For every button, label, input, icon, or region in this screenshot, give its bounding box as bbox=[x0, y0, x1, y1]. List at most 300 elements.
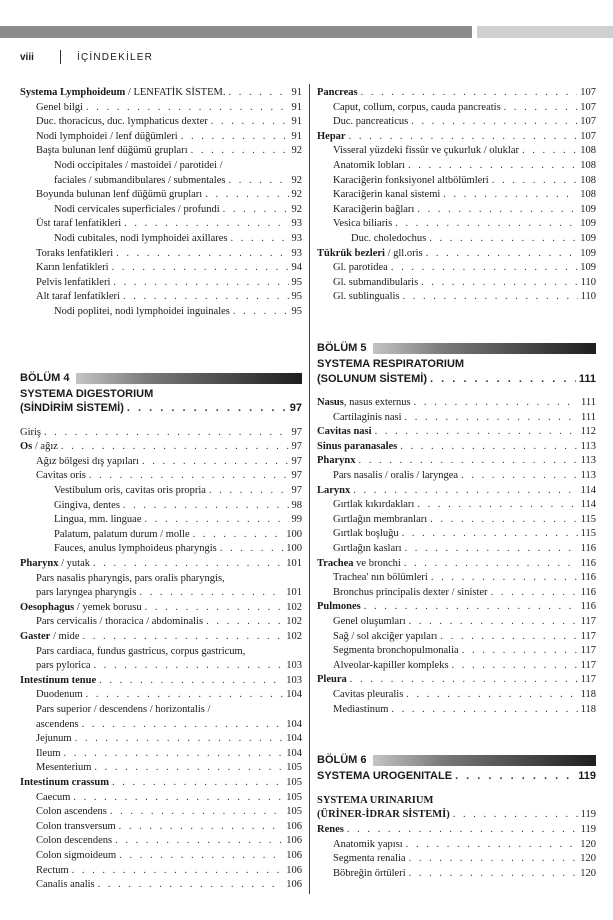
toc-entry[interactable] bbox=[20, 528, 302, 543]
toc-entry[interactable] bbox=[317, 261, 596, 276]
toc-entry[interactable] bbox=[317, 703, 596, 718]
toc-entry[interactable] bbox=[317, 615, 596, 630]
toc-entry[interactable] bbox=[20, 674, 302, 689]
toc-entry[interactable] bbox=[20, 761, 302, 776]
toc-entry-text: pars pylorica bbox=[36, 660, 91, 672]
toc-entry[interactable] bbox=[20, 115, 302, 130]
toc-entry[interactable] bbox=[317, 630, 596, 645]
toc-entry-bold: Larynx bbox=[317, 484, 351, 496]
dot-leader bbox=[430, 513, 577, 528]
toc-page-number: 93 bbox=[291, 247, 302, 259]
section-6-title-row[interactable] bbox=[317, 769, 596, 784]
toc-page-number: 107 bbox=[580, 116, 596, 128]
toc-page-number: 119 bbox=[580, 823, 596, 835]
toc-entry[interactable] bbox=[20, 878, 302, 893]
toc-entry[interactable] bbox=[20, 276, 302, 291]
toc-entry-bold: Intestinum crassum bbox=[20, 776, 109, 788]
toc-entry[interactable] bbox=[20, 791, 302, 806]
toc-page-number: 116 bbox=[580, 601, 596, 613]
toc-entry[interactable] bbox=[317, 144, 596, 159]
toc-page-number: 113 bbox=[580, 440, 596, 452]
toc-entry[interactable] bbox=[20, 144, 302, 159]
toc-entry[interactable] bbox=[20, 290, 302, 305]
toc-entry[interactable] bbox=[317, 600, 596, 615]
toc-entry-text: Fauces, anulus lymphoideus pharyngis bbox=[54, 543, 217, 555]
toc-page-number: 93 bbox=[291, 232, 302, 244]
toc-entry[interactable] bbox=[20, 630, 302, 645]
toc-entry-text: Duc. thoracicus, duc. lymphaticus dexter bbox=[36, 116, 208, 128]
dot-leader bbox=[223, 203, 289, 218]
toc-entry[interactable] bbox=[20, 469, 302, 484]
section-6-title: SYSTEMA UROGENITALE bbox=[317, 770, 453, 783]
toc-entry-text: Cartilaginis nasi bbox=[333, 411, 402, 423]
dot-leader bbox=[83, 630, 284, 645]
toc-page-number: 104 bbox=[286, 733, 302, 745]
toc-page-number: 101 bbox=[286, 558, 302, 570]
toc-entry-text: Pars cardiaca, fundus gastricus, corpus gastricum, bbox=[36, 645, 246, 657]
toc-entry[interactable] bbox=[20, 455, 302, 470]
dot-leader bbox=[205, 188, 288, 203]
toc-entry[interactable] bbox=[317, 159, 596, 174]
toc-entry[interactable] bbox=[317, 411, 596, 426]
dot-leader bbox=[191, 144, 289, 159]
toc-entry-text: Colon sigmoideum bbox=[36, 849, 117, 861]
toc-entry[interactable] bbox=[317, 440, 596, 455]
toc-page-number: 97 bbox=[291, 455, 302, 467]
toc-entry-text: Nodi cervicales superficiales / profundi bbox=[54, 203, 220, 215]
toc-entry-text: Colon ascendens bbox=[36, 806, 107, 818]
dot-leader bbox=[75, 732, 284, 747]
dot-leader bbox=[405, 542, 578, 557]
dot-leader bbox=[142, 455, 289, 470]
dot-leader bbox=[414, 396, 578, 411]
toc-entry[interactable] bbox=[317, 188, 596, 203]
toc-entry[interactable] bbox=[20, 718, 302, 733]
toc-entry[interactable] bbox=[317, 203, 596, 218]
dot-leader bbox=[44, 426, 289, 441]
dot-leader bbox=[452, 659, 578, 674]
toc-entry-text: Nodi poplitei, nodi lymphoidei inguinales bbox=[54, 305, 230, 317]
toc-entry-text: Üst taraf lenfatikleri bbox=[36, 218, 122, 230]
toc-entry[interactable] bbox=[317, 174, 596, 189]
toc-entry-text: Segmenta bronchopulmonalia bbox=[333, 645, 459, 657]
toc-page-number: 120 bbox=[580, 838, 596, 850]
toc-entry[interactable] bbox=[20, 747, 302, 762]
toc-entry[interactable] bbox=[20, 659, 302, 674]
toc-entry-text: Duc. choledochus bbox=[351, 232, 427, 244]
dot-leader bbox=[89, 469, 289, 484]
toc-page-number: 92 bbox=[291, 145, 302, 157]
toc-entry[interactable] bbox=[317, 586, 596, 601]
toc-page-number: 103 bbox=[286, 674, 302, 686]
dot-leader bbox=[406, 688, 577, 703]
toc-entry[interactable] bbox=[20, 305, 302, 320]
toc-entry[interactable] bbox=[317, 823, 596, 838]
toc-entry[interactable] bbox=[20, 864, 302, 879]
dot-leader bbox=[110, 805, 283, 820]
toc-entry-text: Lingua, mm. linguae bbox=[54, 514, 142, 526]
toc-entry-bold: (ÜRİNER-İDRAR SİSTEMİ) bbox=[317, 809, 450, 821]
toc-page-number: 120 bbox=[580, 867, 596, 879]
toc-entry[interactable] bbox=[20, 513, 302, 528]
toc-entry-bold: Pancreas bbox=[317, 87, 358, 98]
toc-entry-text: Canalis analis bbox=[36, 879, 95, 891]
toc-entry[interactable] bbox=[317, 101, 596, 116]
toc-page-number: 103 bbox=[286, 660, 302, 672]
toc-entry[interactable] bbox=[20, 776, 302, 791]
dot-leader bbox=[405, 411, 578, 426]
toc-page-number: 95 bbox=[291, 276, 302, 288]
toc-group-urogenitale bbox=[317, 794, 596, 882]
toc-entry-text: Duc. pancreaticus bbox=[333, 116, 409, 128]
toc-entry[interactable] bbox=[20, 499, 302, 514]
toc-entry-continuation bbox=[20, 645, 302, 660]
dot-leader bbox=[409, 852, 578, 867]
dot-leader bbox=[431, 571, 578, 586]
toc-page-number: 92 bbox=[291, 174, 302, 186]
toc-entry-bold: Renes bbox=[317, 823, 344, 835]
toc-entry[interactable] bbox=[317, 498, 596, 513]
toc-entry[interactable] bbox=[20, 261, 302, 276]
toc-page-number: 115 bbox=[580, 528, 596, 540]
dot-leader bbox=[403, 290, 578, 305]
dot-leader bbox=[421, 276, 577, 291]
toc-entry-text bbox=[317, 557, 401, 572]
section-5-subtitle: (SOLUNUM SİSTEMİ) bbox=[317, 372, 427, 385]
dot-leader bbox=[359, 454, 578, 469]
dot-leader bbox=[123, 290, 289, 305]
toc-page-number: 97 bbox=[291, 426, 302, 438]
dot-leader bbox=[361, 86, 578, 101]
toc-entry-text: Pars superior / descendens / horizontalis / bbox=[36, 703, 211, 715]
toc-column-left bbox=[20, 86, 302, 893]
toc-entry[interactable] bbox=[317, 808, 596, 823]
toc-entry[interactable] bbox=[317, 247, 596, 262]
dot-leader bbox=[209, 484, 289, 499]
toc-entry[interactable] bbox=[20, 247, 302, 262]
toc-entry-text: Gl. parotidea bbox=[333, 262, 388, 274]
toc-entry[interactable] bbox=[317, 659, 596, 674]
toc-entry[interactable] bbox=[317, 838, 596, 853]
toc-entry[interactable] bbox=[317, 571, 596, 586]
dot-leader bbox=[86, 101, 289, 116]
dot-leader bbox=[94, 659, 284, 674]
dot-leader bbox=[61, 440, 289, 455]
section-4-label: BÖLÜM 4 bbox=[20, 371, 76, 385]
toc-entry[interactable] bbox=[20, 232, 302, 247]
dot-leader bbox=[349, 130, 578, 145]
toc-entry[interactable] bbox=[20, 188, 302, 203]
toc-entry[interactable] bbox=[20, 101, 302, 116]
dot-leader bbox=[123, 499, 289, 514]
toc-entry-bold: Intestinum tenue bbox=[20, 674, 97, 686]
toc-page-number: 117 bbox=[580, 630, 596, 642]
dot-leader bbox=[453, 808, 578, 823]
toc-entry-text bbox=[317, 795, 433, 806]
toc-entry[interactable] bbox=[317, 396, 596, 411]
dot-leader bbox=[93, 557, 283, 572]
toc-entry-rest: / gll.oris bbox=[384, 247, 423, 259]
toc-entry-text: Cavitas oris bbox=[36, 470, 86, 482]
toc-entry-text: Boyunda bulunan lenf düğümü grupları bbox=[36, 189, 203, 201]
section-5-subtitle-row[interactable] bbox=[317, 372, 596, 387]
toc-entry-text bbox=[20, 86, 225, 101]
toc-entry-text: Böbreğin örtüleri bbox=[333, 867, 406, 879]
toc-page-number: 100 bbox=[286, 528, 302, 540]
toc-entry-continuation bbox=[317, 794, 596, 809]
toc-entry-text bbox=[317, 440, 397, 455]
dot-leader bbox=[73, 791, 283, 806]
toc-page-number: 109 bbox=[580, 218, 596, 230]
toc-entry-text: Caput, collum, corpus, cauda pancreatis bbox=[333, 101, 501, 113]
dot-leader bbox=[144, 513, 288, 528]
toc-entry[interactable] bbox=[317, 130, 596, 145]
toc-entry[interactable] bbox=[20, 130, 302, 145]
toc-entry-bold: Hepar bbox=[317, 130, 346, 142]
toc-group-pancreas-hepar bbox=[317, 86, 596, 305]
page-number: viii bbox=[20, 51, 34, 63]
toc-entry[interactable] bbox=[20, 732, 302, 747]
dot-leader bbox=[181, 130, 289, 145]
toc-page-number: 113 bbox=[580, 455, 596, 467]
toc-page-number: 106 bbox=[286, 879, 302, 891]
toc-page-number: 94 bbox=[291, 262, 302, 274]
toc-entry-text: Anatomik lobları bbox=[333, 159, 406, 171]
toc-entry[interactable] bbox=[317, 469, 596, 484]
toc-entry[interactable] bbox=[317, 425, 596, 440]
toc-entry-text: Pelvis lenfatikleri bbox=[36, 276, 111, 288]
dot-leader bbox=[443, 188, 577, 203]
toc-entry-bold: Trachea bbox=[317, 557, 354, 569]
toc-page-number: 100 bbox=[286, 543, 302, 555]
toc-entry-text: Pars cervicalis / thoracica / abdominalis bbox=[36, 616, 204, 628]
toc-page-number: 97 bbox=[291, 470, 302, 482]
toc-page-number: 117 bbox=[580, 616, 596, 627]
toc-entry-text bbox=[317, 484, 350, 499]
toc-entry-text: Colon transversum bbox=[36, 820, 116, 832]
toc-entry-text: pars laryngea pharyngis bbox=[36, 587, 137, 599]
toc-entry[interactable] bbox=[317, 557, 596, 572]
toc-page-number: 108 bbox=[580, 159, 596, 171]
toc-entry[interactable] bbox=[20, 217, 302, 232]
toc-entry-text: Vesica biliaris bbox=[333, 218, 393, 230]
toc-entry-rest: / mide bbox=[50, 631, 80, 642]
toc-page-number: 102 bbox=[286, 601, 302, 613]
toc-entry[interactable] bbox=[20, 601, 302, 616]
dot-leader bbox=[350, 673, 578, 688]
toc-entry-text: Caecum bbox=[36, 791, 71, 803]
toc-entry-text: Mediastinum bbox=[333, 703, 389, 715]
toc-page-number: 95 bbox=[291, 291, 302, 303]
page-header bbox=[20, 50, 153, 64]
toc-entry-text: Ileum bbox=[36, 747, 61, 759]
section-4-bar bbox=[20, 373, 302, 384]
toc-page-number: 105 bbox=[286, 776, 302, 788]
toc-page-number: 109 bbox=[580, 262, 596, 274]
toc-page-number: 116 bbox=[580, 572, 596, 584]
toc-page-number: 95 bbox=[291, 305, 302, 317]
toc-entry[interactable] bbox=[317, 867, 596, 882]
dot-leader bbox=[145, 601, 284, 616]
dot-leader bbox=[98, 878, 284, 893]
toc-entry-text bbox=[20, 630, 80, 645]
dot-leader bbox=[233, 305, 289, 320]
toc-entry[interactable] bbox=[20, 820, 302, 835]
toc-page-number: 105 bbox=[286, 762, 302, 774]
toc-entry-text: Nodi cubitales, nodi lymphoidei axillares bbox=[54, 232, 228, 244]
toc-page-number: 116 bbox=[580, 543, 596, 555]
toc-entry-text bbox=[317, 130, 346, 145]
toc-entry-rest: / LENFATİK SİSTEM. bbox=[125, 87, 226, 98]
toc-page-number: 99 bbox=[291, 514, 302, 526]
toc-entry-text: Pars nasalis / oralis / laryngea bbox=[333, 470, 459, 482]
dot-leader bbox=[119, 820, 284, 835]
toc-entry-text: Pars nasalis pharyngis, pars oralis pharyngis, bbox=[36, 572, 225, 584]
toc-entry-bold: Cavitas nasi bbox=[317, 426, 372, 438]
toc-entry-text bbox=[317, 823, 344, 838]
dot-leader bbox=[409, 867, 578, 882]
toc-entry-text: Toraks lenfatikleri bbox=[36, 247, 114, 259]
toc-entry[interactable] bbox=[317, 217, 596, 232]
section-4-page: 97 bbox=[289, 402, 302, 415]
toc-entry-text: faciales / submandibulares / submentales bbox=[54, 174, 226, 186]
dot-leader bbox=[391, 703, 577, 718]
toc-entry-rest: , nasus externus bbox=[343, 397, 411, 409]
toc-entry-text: Gingiva, dentes bbox=[54, 499, 120, 511]
dot-leader bbox=[206, 615, 283, 630]
toc-entry-text bbox=[20, 557, 90, 572]
dot-leader bbox=[347, 823, 578, 838]
toc-entry-text: Nodi occipitales / mastoidei / parotidei / bbox=[54, 159, 223, 171]
dot-leader bbox=[139, 586, 283, 601]
section-4-subtitle-row[interactable] bbox=[20, 401, 302, 416]
toc-page-number: 107 bbox=[580, 101, 596, 113]
toc-page-number: 91 bbox=[291, 116, 302, 128]
toc-entry[interactable] bbox=[20, 542, 302, 557]
toc-page-number: 106 bbox=[286, 849, 302, 861]
toc-entry-text: Nodi lymphoidei / lenf düğümleri bbox=[36, 130, 178, 142]
toc-entry[interactable] bbox=[317, 644, 596, 659]
toc-entry[interactable] bbox=[20, 688, 302, 703]
toc-entry[interactable] bbox=[317, 513, 596, 528]
dot-leader bbox=[400, 440, 577, 455]
toc-entry-text: Anatomik yapısı bbox=[333, 838, 403, 850]
toc-entry-text: Colon descendens bbox=[36, 835, 113, 847]
toc-page-number: 106 bbox=[286, 820, 302, 832]
toc-page-number: 92 bbox=[291, 203, 302, 215]
toc-entry[interactable] bbox=[317, 688, 596, 703]
toc-page-number: 102 bbox=[286, 631, 302, 642]
toc-entry-text: Segmenta renalia bbox=[333, 853, 406, 865]
toc-column-right bbox=[317, 86, 596, 881]
dot-leader bbox=[211, 115, 289, 130]
dot-leader bbox=[375, 425, 578, 440]
toc-entry[interactable] bbox=[20, 615, 302, 630]
toc-entry-rest: / yemek borusu bbox=[74, 601, 142, 613]
toc-entry[interactable] bbox=[20, 203, 302, 218]
toc-entry[interactable] bbox=[20, 86, 302, 101]
toc-entry[interactable] bbox=[20, 849, 302, 864]
toc-entry-text bbox=[20, 601, 142, 616]
dot-leader bbox=[113, 276, 288, 291]
toc-entry[interactable] bbox=[20, 440, 302, 455]
dot-leader bbox=[193, 528, 284, 543]
dot-leader bbox=[411, 115, 577, 130]
toc-page-number: 111 bbox=[581, 411, 596, 423]
toc-entry[interactable] bbox=[317, 115, 596, 130]
toc-entry-bold: Pleura bbox=[317, 674, 347, 686]
column-divider bbox=[309, 84, 310, 894]
toc-page-number: 114 bbox=[580, 484, 596, 496]
toc-entry-text: Alveolar-kapiller kompleks bbox=[333, 659, 449, 671]
toc-entry[interactable] bbox=[20, 426, 302, 441]
dot-leader bbox=[406, 838, 578, 853]
toc-page-number: 104 bbox=[286, 747, 302, 759]
toc-entry[interactable] bbox=[317, 852, 596, 867]
toc-page-number: 119 bbox=[580, 809, 596, 821]
toc-entry[interactable] bbox=[20, 484, 302, 499]
toc-entry[interactable] bbox=[20, 805, 302, 820]
toc-entry[interactable] bbox=[317, 232, 596, 247]
toc-entry[interactable] bbox=[317, 542, 596, 557]
dot-leader bbox=[72, 864, 284, 879]
dot-leader bbox=[115, 834, 283, 849]
toc-entry[interactable] bbox=[317, 527, 596, 542]
toc-entry[interactable] bbox=[317, 484, 596, 499]
page-title: İÇİNDEKİLER bbox=[77, 51, 153, 63]
toc-entry[interactable] bbox=[317, 86, 596, 101]
header-bar-light bbox=[477, 26, 613, 38]
toc-entry[interactable] bbox=[317, 673, 596, 688]
section-4-title: SYSTEMA DIGESTORIUM bbox=[20, 387, 154, 400]
toc-page-number: 97 bbox=[291, 441, 302, 453]
toc-entry[interactable] bbox=[20, 586, 302, 601]
toc-entry-text: Alt taraf lenfatikleri bbox=[36, 291, 120, 303]
toc-entry-bold: Oesophagus bbox=[20, 601, 75, 613]
dot-leader bbox=[491, 586, 578, 601]
toc-entry[interactable] bbox=[20, 174, 302, 189]
toc-entry-text bbox=[20, 776, 109, 791]
toc-group-digestorium bbox=[20, 426, 302, 893]
toc-page-number: 101 bbox=[286, 587, 302, 599]
toc-page-number: 115 bbox=[580, 513, 596, 525]
dot-leader bbox=[395, 217, 577, 232]
header-divider bbox=[60, 50, 61, 64]
toc-page-number: 118 bbox=[580, 703, 596, 715]
section-5-page: 111 bbox=[578, 372, 596, 385]
toc-page-number: 108 bbox=[580, 189, 596, 201]
toc-entry-text: Bronchus principalis dexter / sinister bbox=[333, 586, 488, 598]
toc-entry[interactable] bbox=[20, 834, 302, 849]
toc-page-number: 110 bbox=[580, 291, 596, 303]
toc-entry[interactable] bbox=[317, 454, 596, 469]
section-6-page: 119 bbox=[578, 770, 596, 783]
toc-entry[interactable] bbox=[20, 557, 302, 572]
toc-page-number: 106 bbox=[286, 835, 302, 847]
toc-page-number: 116 bbox=[580, 586, 596, 598]
toc-entry[interactable] bbox=[317, 290, 596, 305]
header-bar-dark bbox=[0, 26, 472, 38]
toc-entry-bold: SYSTEMA URINARIUM bbox=[317, 794, 434, 806]
toc-page-number: 108 bbox=[580, 174, 596, 186]
toc-entry-text bbox=[317, 425, 372, 440]
toc-entry-bold: Os bbox=[20, 441, 33, 453]
toc-entry-text: Gl. submandibularis bbox=[333, 276, 419, 288]
toc-page-number: 110 bbox=[580, 276, 596, 288]
toc-entry-text bbox=[317, 86, 358, 101]
dot-leader bbox=[504, 101, 578, 116]
toc-entry[interactable] bbox=[317, 276, 596, 291]
